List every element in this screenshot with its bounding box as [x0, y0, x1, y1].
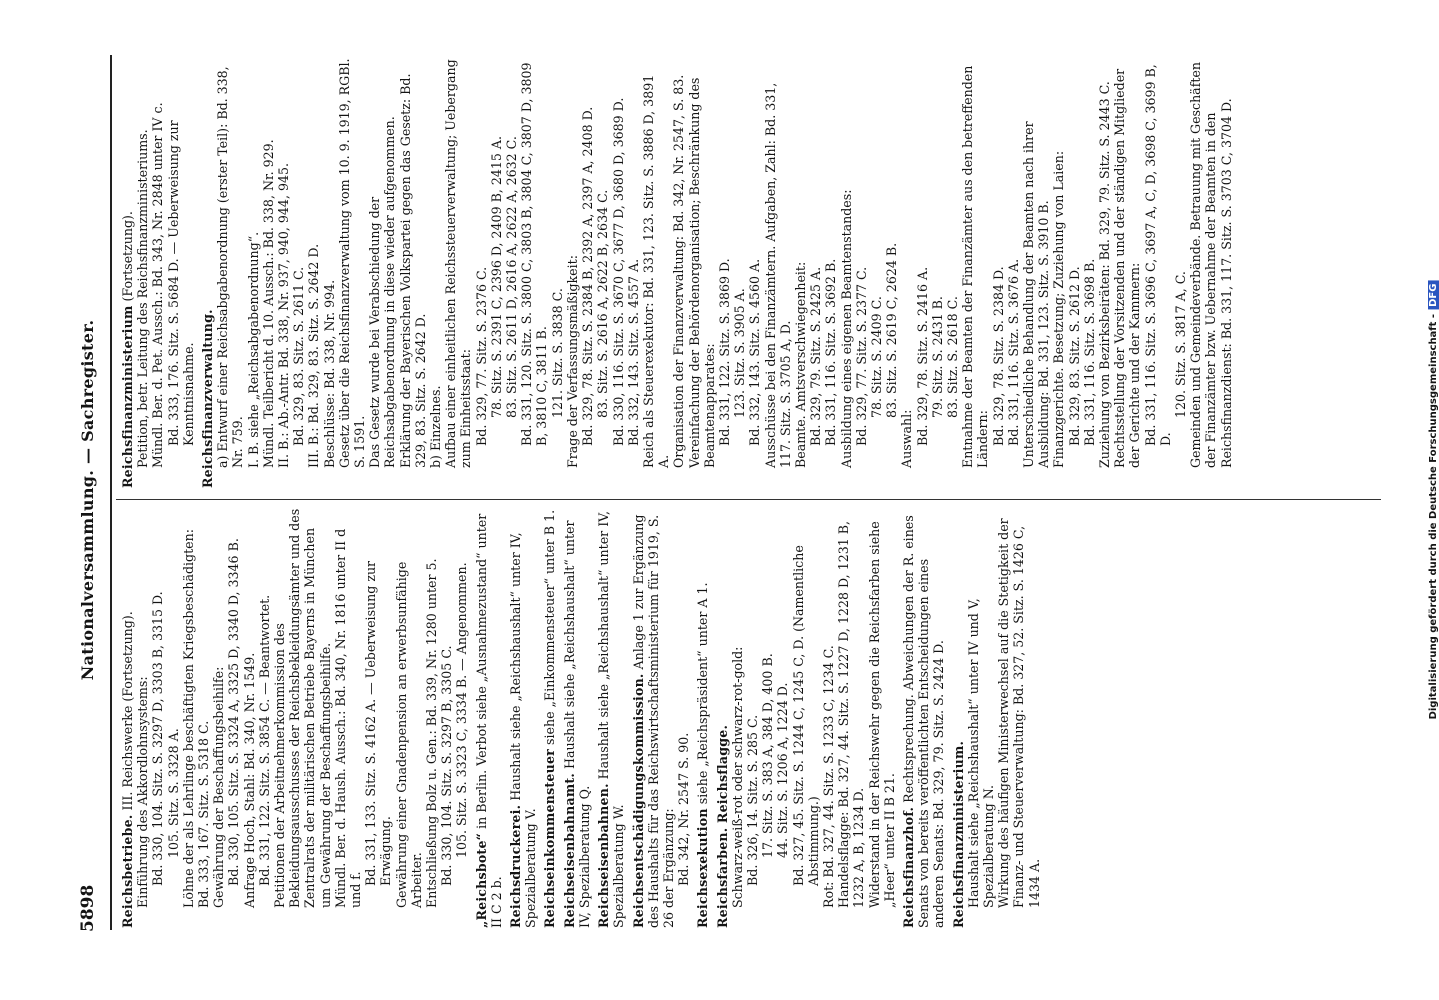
entry-line: Beschlüsse: Bd. 338, Nr. 994. — [321, 279, 337, 468]
entry-line: Bd. 329, 79. Sitz. S. 2425 A. — [808, 266, 824, 446]
entry-line: Bd. 332, 143. Sitz. S. 4560 A. — [747, 258, 763, 446]
entry-line: Organisation der Finanzverwaltung: Bd. 342, Nr. 2547, S. 83. — [671, 74, 687, 468]
entry-line: Zuziehung von Bezirksbeiräten: Bd. 329, 79. Sitz. S. 2443 C. — [1097, 81, 1112, 468]
entry-heading-rest: (Fortsetzung). — [120, 211, 135, 302]
entry-line: Das Gesetz wurde bei Verabschiedung der Reichsabgabenordnung in diese wieder aufgenommen. — [367, 116, 398, 468]
index-entry — [951, 508, 1042, 928]
column-divider — [116, 499, 1381, 500]
entry-heading-rest: siehe „Einkommensteuer“ unter B 1. — [542, 509, 558, 745]
entry-keyword: Reichsfinanzverwaltung. — [200, 309, 216, 488]
entry-line: Bd. 329, 78. Sitz. S. 2384 B, 2392 A, 2397 A, 2408 D. — [580, 106, 596, 446]
entry-line: Rechtsstellung der Vorsitzenden und der ständigen Mitglieder der Gerichte und der Kammern: — [1112, 68, 1143, 468]
entry-line: 78. Sitz. S. 2391 C, 2396 D, 2409 B, 2415 A. — [488, 136, 504, 418]
index-entry — [695, 508, 710, 928]
entry-line: 83. Sitz. S. 2619 C, 2624 B. — [884, 242, 900, 418]
index-entry — [631, 508, 692, 928]
entry-line: Bd. 330, 116. Sitz. S. 3670 C, 3677 D, 3680 D, 3689 D. — [610, 97, 626, 446]
entry-line: Entnahme der Beamten der Finanzämter aus den betreffenden Ländern: — [960, 65, 991, 468]
index-entry — [901, 508, 947, 928]
entry-line: Bd. 331, 133. Sitz. S. 4162 A. — Ueberweisung zur Erwägung. — [363, 560, 394, 886]
entry-line: Löhne der als Lehrlinge beschäftigten Kriegsbeschädigten: Bd. 333, 167. Sitz. S. 5318 C. — [180, 529, 212, 908]
entry-heading-rest: III. Reichswerke (Fortsetzung). — [120, 611, 135, 811]
entry-line: Rot: Bd. 327, 44. Sitz. S. 1233 C, 1234 C. — [820, 645, 836, 908]
entry-line: Bd. 329, 83. Sitz. S. 2611 C. — [291, 266, 307, 446]
page-number: 5898 — [78, 884, 98, 932]
entry-keyword: Reichsexekution — [695, 808, 711, 928]
entry-line: Unterschiedliche Behandlung der Beamten nach ihrer Ausbildung: Bd. 331, 123. Sitz. S. 3910 B. — [1020, 121, 1052, 468]
entry-keyword: Reichsfinanzministerium. — [950, 740, 966, 928]
entry-line: Mündl. Ber. d. Pet. Aussch.: Bd. 343, Nr. 2848 unter IV c. — [150, 102, 166, 468]
index-entry — [542, 508, 557, 928]
entry-line: Mündl. Ber. d. Haush. Aussch.: Bd. 340, Nr. 1816 unter II d und f. — [332, 528, 364, 908]
entry-line: Gesetz über die Reichsfinanzverwaltung vom 10. 9. 1919, RGBl. S. 1591. — [336, 58, 368, 468]
entry-line: 44. Sitz. S. 1206 A, 1224 D. — [775, 682, 791, 858]
entry-line: Wirkung des häufigen Ministerwechsel auf die Stetigkeit der Finanz- und Steuerverwaltung: Bd. 327, 52. Sitz. S. 1426 C, 1434 A. — [996, 518, 1042, 908]
entry-line: Bd. 331, 120. Sitz. S. 3800 C, 3803 B, 3804 C, 3807 D, 3809 B, 3810 C, 3811 B. — [519, 62, 550, 446]
entry-keyword: Reichsfinanzhof. — [900, 806, 916, 928]
header-rule — [110, 55, 112, 930]
entry-line: 79. Sitz. S. 2431 B. — [929, 296, 945, 418]
entry-keyword: Reichseinkommensteuer — [542, 749, 558, 928]
entry-line: Vereinfachung der Behördenorganisation; Beschränkung des Beamtenapparates: — [686, 77, 717, 468]
index-entry — [120, 58, 196, 488]
entry-line: Ausschüsse bei den Finanzämtern. Aufgaben, Zahl: Bd. 331, 117. Sitz. S. 3705 A, D. — [762, 82, 793, 468]
entry-line: Bd. 330, 104. Sitz. S. 3297 B, 3305 C. — [439, 645, 455, 886]
entry-line: Erklärung der Bayerischen Volkspartei gegen das Gesetz: Bd. 329, 83. Sitz. S. 2642 D. — [397, 73, 428, 468]
entry-line: 83. Sitz. S. 2618 C. — [944, 296, 960, 418]
funding-note — [1428, 281, 1439, 720]
entry-heading-rest: Anlage 1 zur Ergänzung des Haushalts für das Reichswirtschaftsministerium für 1919, S. 26 der Ergänzung: — [630, 514, 676, 928]
entry-line: III. B.: Bd. 329, 83. Sitz. S. 2642 D. — [306, 243, 322, 468]
entry-line: Bd. 331, 122. Sitz. S. 3854 C. — Beantwortet. — [256, 594, 272, 886]
entry-line: Bd. 329, 78. Sitz. S. 2384 D. — [990, 266, 1006, 446]
entry-line: Finanzgerichte. Besetzung; Zuziehung von Laien: — [1051, 150, 1067, 468]
running-head: Nationalversammlung. — Sachregister. — [78, 319, 97, 681]
entry-line: Haushalt siehe „Reichshaushalt“ unter IV und V, Spezialberatung N. — [965, 598, 996, 908]
entry-line: Gewährung einer Gnadenpension an erwerbsunfähige Arbeiter. — [393, 561, 424, 908]
index-entry — [715, 508, 897, 928]
entry-line: Bd. 330, 104. Sitz. S. 3297 D, 3303 B, 3315 D. — [150, 591, 166, 886]
entry-line: Aufbau einer einheitlichen Reichssteuerverwaltung; Uebergang zum Einheitsstaat: — [443, 59, 474, 468]
entry-line: Bd. 327, 45. Sitz. S. 1244 C, 1245 C, D. (Namentliche Abstimmung.) — [790, 545, 821, 886]
index-entry — [200, 58, 1234, 488]
entry-line: Bd. 342, Nr. 2547 S. 90. — [676, 732, 692, 886]
right-column — [120, 58, 1238, 488]
entry-heading-rest: siehe „Reichspräsident“ unter A 1. — [695, 582, 711, 805]
entry-line: 83. Sitz. S. 2616 A, 2622 B, 2634 C. — [595, 189, 611, 418]
entry-keyword: Reichseisenbahnamt. — [561, 773, 577, 928]
left-column — [120, 508, 1046, 928]
entry-line: Frage der Verfassungsmäßigkeit: — [564, 255, 580, 468]
entry-heading-rest: Haushalt siehe „Reichshaushalt“ unter IV, Spezialberatung W. — [596, 510, 627, 928]
entry-heading-rest: Haushalt siehe „Reichshaushalt“ unter IV, Spezialberatung V. — [508, 532, 539, 928]
entry-line: Bd. 330, 105. Sitz. S. 3324 A, 3325 D, 3340 D, 3346 B. — [226, 538, 242, 886]
entry-keyword: Reichsfinanzministerium — [120, 305, 135, 488]
entry-line: 121. Sitz. S. 3838 C. — [549, 288, 565, 418]
entry-line: Bd. 331, 116. Sitz. S. 3676 A. — [1005, 258, 1021, 446]
entry-line: 123. Sitz. S. 3905 A. — [732, 288, 748, 418]
entry-line: 105. Sitz. S. 3323 C, 3334 B. — Angenommen. — [454, 562, 470, 858]
index-entry — [474, 508, 504, 928]
entry-line: Bd. 333, 176. Sitz. S. 5684 D. — Ueberweisung zur Kenntnisnahme. — [165, 120, 196, 446]
entry-line: Bd. 331, 116. Sitz. S. 3696 C, 3697 A, C, D, 3698 C, 3699 B, D. — [1142, 64, 1173, 446]
entry-line: Petition, betr. Leitung des Reichsfinanzministeriums. — [135, 129, 151, 468]
entry-line: Bd. 331, 122. Sitz. S. 3869 D. — [716, 258, 732, 446]
entry-line: Mündl. Teilbericht d. 10. Aussch.: Bd. 338, Nr. 929. — [260, 139, 276, 468]
entry-line: 120. Sitz. S. 3817 A, C. — [1173, 271, 1189, 418]
entry-line: Bd. 331, 116. Sitz. S. 3692 B. — [823, 258, 839, 446]
entry-line: Handelsflagge: Bd. 327, 44. Sitz. S. 1227 D, 1228 D, 1231 B, 1232 A, B, 1234 D. — [836, 520, 867, 908]
entry-heading-rest: Rechtsprechung. Abweichungen der R. eines Senats von bereits veröffentlichten Entscheidungen eines anderen Senats: Bd. 329, 79. Sitz. S. 2424 D. — [900, 515, 947, 928]
entry-line: 17. Sitz. S. 383 A, 384 D, 400 B. — [760, 653, 776, 858]
entry-line: Beamte. Amtsverschwiegenheit: — [792, 261, 808, 468]
entry-keyword: Reichsentschädigungskommission. — [630, 673, 646, 928]
entry-line: Gewährung der Beschaffungsbeihilfe: — [211, 666, 227, 908]
entry-keyword: Reichsbetriebe. — [120, 814, 135, 928]
funding-note-text: Digitalisierung gefördert durch die Deutsche Forschungsgemeinschaft - — [1428, 313, 1439, 720]
entry-line: I. B. siehe „Reichsabgabenordnung“. — [245, 231, 261, 468]
index-entry — [596, 508, 626, 928]
entry-line: Reich als Steuerexekutor: Bd. 331, 123. Sitz. S. 3886 D, 3891 A. — [640, 74, 672, 468]
entry-line: Bd. 326, 14. Sitz. S. 285 C. — [744, 714, 760, 886]
entry-keyword: Reichsdruckerei. — [508, 804, 524, 928]
entry-keyword: „Reichsbote“ — [473, 832, 489, 928]
entry-line: Bd. 329, 77. Sitz. S. 2376 C. — [473, 266, 489, 446]
entry-line: Bd. 329, 83. Sitz. S. 2612 D. — [1066, 266, 1082, 446]
entry-line: Entschließung Bolz u. Gen.: Bd. 339, Nr. 1280 unter 5. — [424, 558, 440, 908]
entry-keyword: Reichsfarben. Reichsflagge. — [714, 724, 730, 928]
entry-line: Bd. 329, 77. Sitz. S. 2377 C. — [853, 266, 869, 446]
entry-line: Einführung des Akkordlohnsystems: — [135, 676, 151, 908]
index-entry — [508, 508, 538, 928]
entry-line: Bd. 329, 78. Sitz. S. 2416 A. — [914, 266, 930, 446]
entry-keyword: Reichseisenbahnen. — [596, 783, 612, 928]
entry-line: Widerstand in der Reichswehr gegen die Reichsfarben siehe „Heer“ unter II B 21. — [866, 521, 897, 908]
entry-line: Gemeinden und Gemeindeverbände. Betrauung mit Geschäften der Finanzämter bzw. Uebernahme der Beamten in den Reichsfinanzdienst: Bd. 331, 117. Sitz. S. 3703 C, 3704 D. — [1188, 62, 1234, 468]
entry-heading-rest: Haushalt siehe „Reichshaushalt“ unter IV, Spezialberatung Q. — [561, 520, 592, 928]
entry-line: Petitionen der Arbeitnehmerkommission des Bekleidungsausschusses der Reichsbekleidungsämter und des Zentralrats der militärischen Betriebe Bayerns in München um Gewährung der Beschaffungsbeihilfe. — [272, 508, 333, 908]
entry-line: 78. Sitz. S. 2409 C. — [868, 296, 884, 418]
entry-line: II. B.: Ab.-Antr. Bd. 338, Nr. 937, 940, 944, 945. — [276, 163, 292, 468]
index-entry — [120, 508, 470, 928]
index-entry — [562, 508, 592, 928]
entry-line: Bd. 331, 116. Sitz. S. 3698 B. — [1081, 258, 1097, 446]
entry-heading-rest: in Berlin. Verbot siehe „Ausnahmezustand“ unter II C 2 b. — [473, 513, 504, 928]
entry-line: Auswahl: — [899, 409, 915, 468]
entry-line: Schwarz-weiß-rot oder schwarz-rot-gold: — [729, 646, 745, 908]
entry-line: 83. Sitz. S. 2611 D, 2616 A, 2622 A, 2632 C. — [504, 136, 520, 418]
entry-line: a) Entwurf einer Reichsabgabenordnung (erster Teil): Bd. 338, Nr. 759. — [215, 66, 246, 468]
dfg-logo-badge: DFG — [1428, 281, 1439, 310]
entry-line: 105. Sitz. S. 3328 A. — [165, 728, 181, 858]
entry-line: b) Einzelnes. — [428, 385, 444, 468]
entry-line: Anfrage Hoch, Stahl: Bd. 340, Nr. 1549. — [241, 652, 257, 908]
entry-line: Bd. 332, 143. Sitz. S. 4557 A. — [625, 258, 641, 446]
entry-line: Ausbildung eines eigenen Beamtenstandes: — [838, 189, 854, 468]
